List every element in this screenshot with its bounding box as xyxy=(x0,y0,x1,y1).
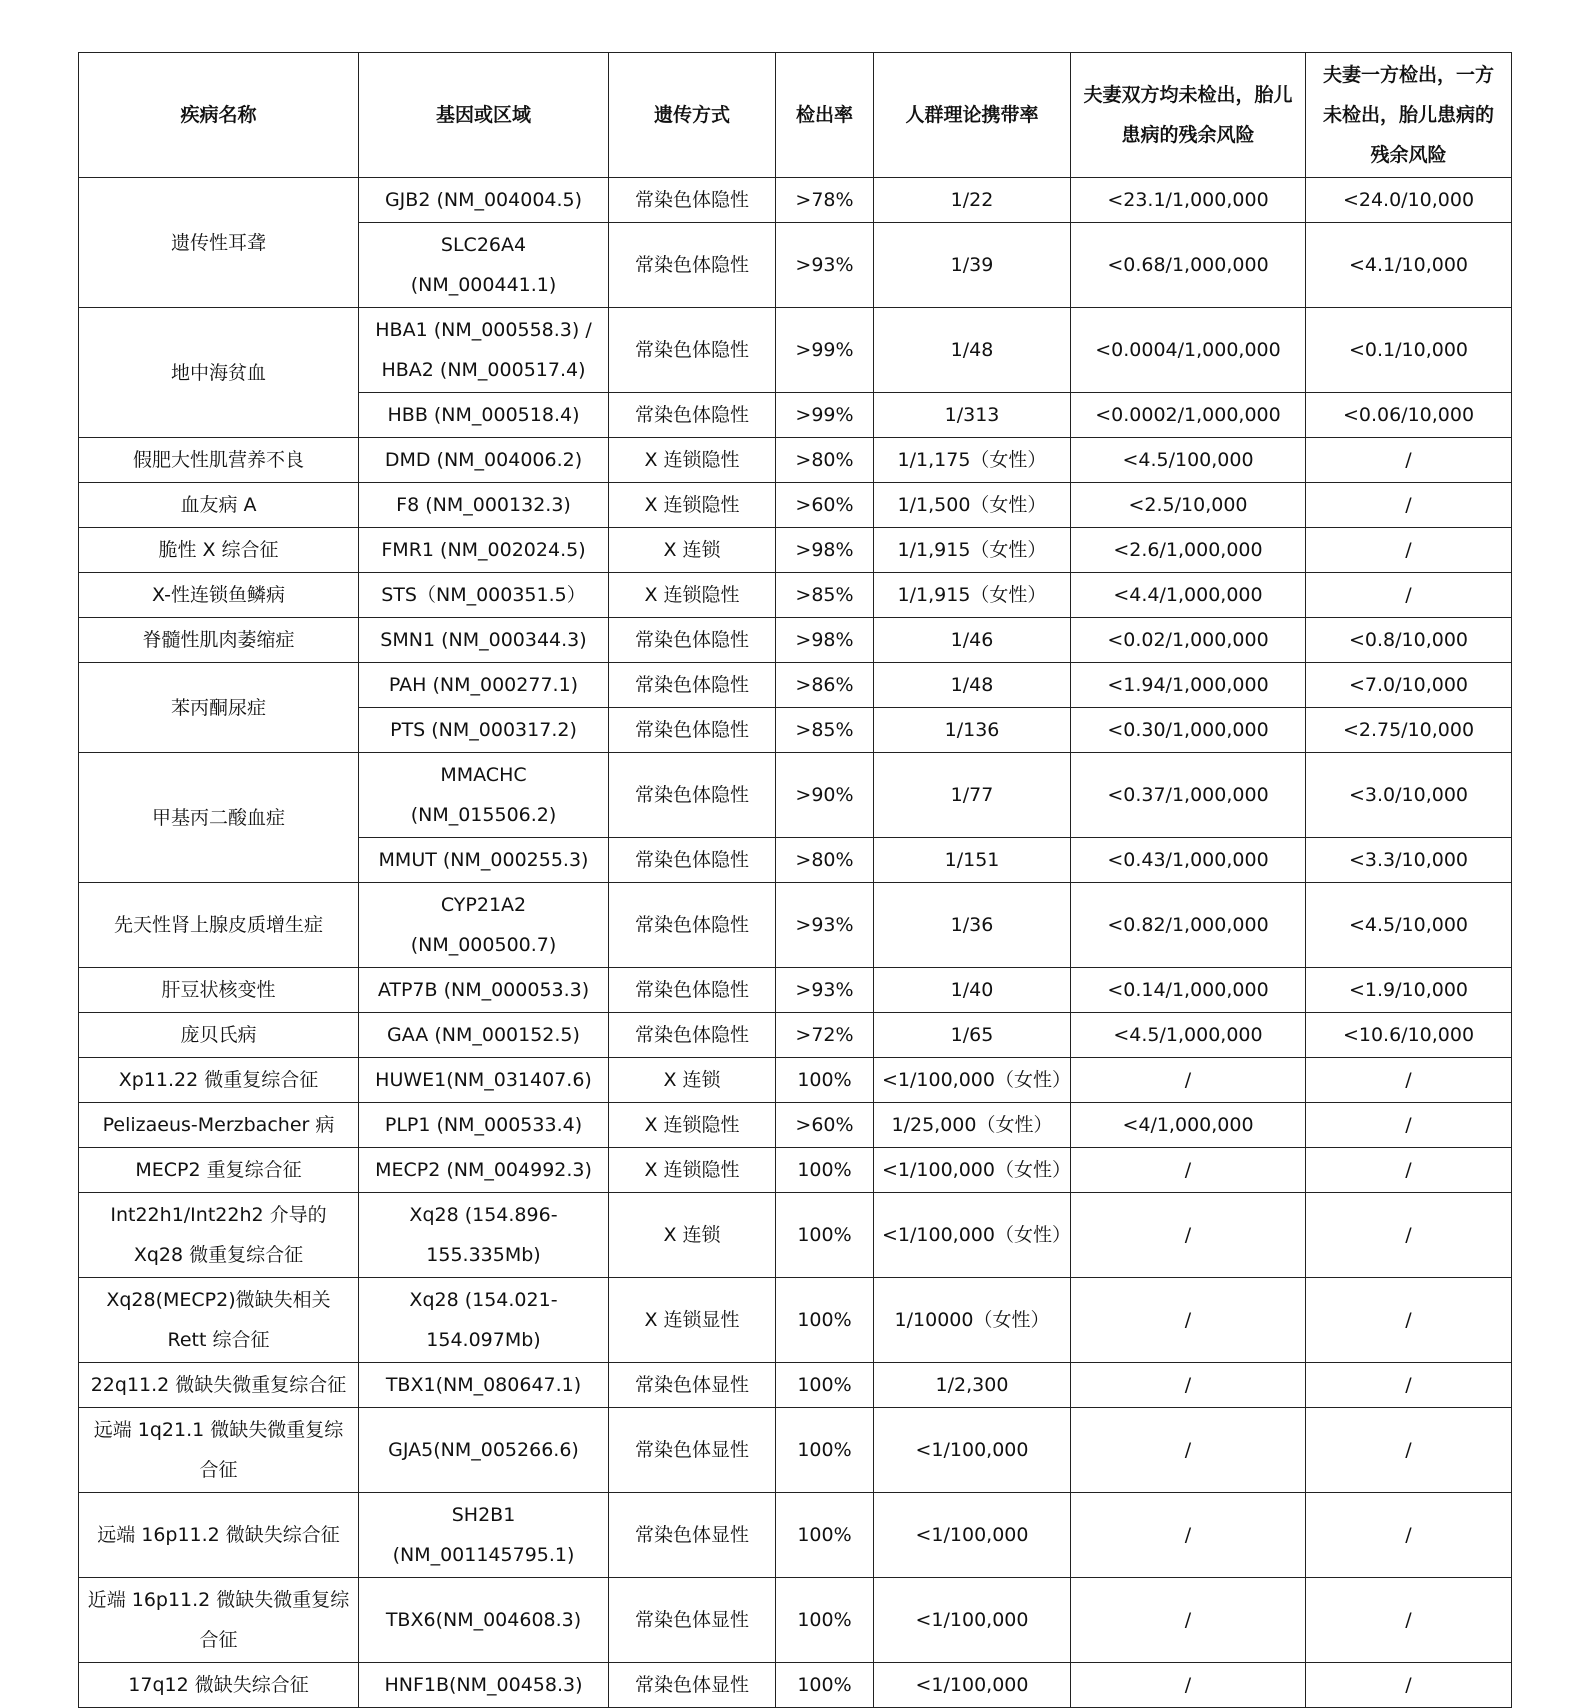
residual-risk-both-cell: <0.0002/1,000,000 xyxy=(1071,393,1306,438)
inheritance-cell: X 连锁 xyxy=(609,1058,776,1103)
gene-cell: HBA1 (NM_000558.3) / HBA2 (NM_000517.4) xyxy=(359,308,609,393)
carrier-rate-cell: 1/1,915（女性） xyxy=(874,573,1071,618)
residual-risk-one-cell: / xyxy=(1306,1408,1512,1493)
carrier-rate-cell: <1/100,000 xyxy=(874,1493,1071,1578)
residual-risk-both-cell: <1.94/1,000,000 xyxy=(1071,663,1306,708)
residual-risk-one-cell: <2.75/10,000 xyxy=(1306,708,1512,753)
residual-risk-one-cell: <3.3/10,000 xyxy=(1306,838,1512,883)
inheritance-cell: 常染色体隐性 xyxy=(609,618,776,663)
carrier-rate-cell: 1/2,300 xyxy=(874,1363,1071,1408)
residual-risk-one-cell: <7.0/10,000 xyxy=(1306,663,1512,708)
table-row xyxy=(79,1408,1512,1493)
gene-cell: GJA5(NM_005266.6) xyxy=(359,1408,609,1493)
disease-name-cell: 假肥大性肌营养不良 xyxy=(79,438,359,483)
residual-risk-both-cell: <0.0004/1,000,000 xyxy=(1071,308,1306,393)
residual-risk-one-cell: / xyxy=(1306,438,1512,483)
carrier-rate-cell: 1/36 xyxy=(874,883,1071,968)
carrier-rate-cell: <1/100,000（女性） xyxy=(874,1193,1071,1278)
table-row xyxy=(79,528,1512,573)
inheritance-cell: X 连锁 xyxy=(609,528,776,573)
inheritance-cell: 常染色体隐性 xyxy=(609,753,776,838)
detection-rate-cell: 100% xyxy=(776,1408,874,1493)
residual-risk-both-cell: <4/1,000,000 xyxy=(1071,1103,1306,1148)
carrier-rate-cell: <1/100,000 xyxy=(874,1578,1071,1663)
gene-cell: PAH (NM_000277.1) xyxy=(359,663,609,708)
table-row xyxy=(79,438,1512,483)
detection-rate-cell: >98% xyxy=(776,528,874,573)
detection-rate-cell: 100% xyxy=(776,1278,874,1363)
carrier-rate-cell: 1/22 xyxy=(874,178,1071,223)
detection-rate-cell: >60% xyxy=(776,1103,874,1148)
disease-name-cell: X-性连锁鱼鳞病 xyxy=(79,573,359,618)
table-row xyxy=(79,1013,1512,1058)
table-row xyxy=(79,1058,1512,1103)
gene-cell: MMACHC (NM_015506.2) xyxy=(359,753,609,838)
inheritance-cell: 常染色体隐性 xyxy=(609,663,776,708)
detection-rate-cell: >99% xyxy=(776,308,874,393)
gene-cell: MECP2 (NM_004992.3) xyxy=(359,1148,609,1193)
residual-risk-one-cell: <0.8/10,000 xyxy=(1306,618,1512,663)
residual-risk-both-cell: <0.37/1,000,000 xyxy=(1071,753,1306,838)
inheritance-cell: X 连锁隐性 xyxy=(609,573,776,618)
detection-rate-cell: >93% xyxy=(776,968,874,1013)
disease-name-cell: 肝豆状核变性 xyxy=(79,968,359,1013)
residual-risk-both-cell: <0.43/1,000,000 xyxy=(1071,838,1306,883)
disease-name-cell: 17q12 微缺失综合征 xyxy=(79,1663,359,1708)
detection-rate-cell: 100% xyxy=(776,1493,874,1578)
carrier-rate-cell: 1/1,175（女性） xyxy=(874,438,1071,483)
gene-cell: SH2B1 (NM_001145795.1) xyxy=(359,1493,609,1578)
disease-name-cell: 近端 16p11.2 微缺失微重复综合征 xyxy=(79,1578,359,1663)
detection-rate-cell: >93% xyxy=(776,883,874,968)
residual-risk-both-cell: / xyxy=(1071,1058,1306,1103)
carrier-rate-cell: <1/100,000 xyxy=(874,1663,1071,1708)
residual-risk-one-cell: <4.1/10,000 xyxy=(1306,223,1512,308)
carrier-rate-cell: 1/313 xyxy=(874,393,1071,438)
residual-risk-one-cell: / xyxy=(1306,1278,1512,1363)
inheritance-cell: 常染色体隐性 xyxy=(609,883,776,968)
detection-rate-cell: >85% xyxy=(776,573,874,618)
gene-cell: HUWE1(NM_031407.6) xyxy=(359,1058,609,1103)
residual-risk-one-cell: / xyxy=(1306,1193,1512,1278)
carrier-rate-cell: 1/65 xyxy=(874,1013,1071,1058)
disease-name-cell: 遗传性耳聋 xyxy=(79,178,359,308)
carrier-rate-cell: 1/1,915（女性） xyxy=(874,528,1071,573)
carrier-rate-cell: <1/100,000（女性） xyxy=(874,1058,1071,1103)
table-row xyxy=(79,1278,1512,1363)
carrier-rate-cell: 1/1,500（女性） xyxy=(874,483,1071,528)
residual-risk-one-cell: <1.9/10,000 xyxy=(1306,968,1512,1013)
residual-risk-one-cell: / xyxy=(1306,1663,1512,1708)
residual-risk-one-cell: / xyxy=(1306,1493,1512,1578)
residual-risk-both-cell: <4.5/100,000 xyxy=(1071,438,1306,483)
residual-risk-one-cell: / xyxy=(1306,1363,1512,1408)
disease-name-cell: Xq28(MECP2)微缺失相关 Rett 综合征 xyxy=(79,1278,359,1363)
detection-rate-cell: >72% xyxy=(776,1013,874,1058)
detection-rate-cell: >93% xyxy=(776,223,874,308)
inheritance-cell: 常染色体隐性 xyxy=(609,178,776,223)
residual-risk-both-cell: / xyxy=(1071,1278,1306,1363)
header-rate: 检出率 xyxy=(776,53,874,178)
table-row xyxy=(79,618,1512,663)
table-row xyxy=(79,483,1512,528)
detection-rate-cell: 100% xyxy=(776,1663,874,1708)
header-risk-both: 夫妻双方均未检出，胎儿患病的残余风险 xyxy=(1071,53,1306,178)
carrier-rate-cell: 1/39 xyxy=(874,223,1071,308)
disease-name-cell: 庞贝氏病 xyxy=(79,1013,359,1058)
carrier-rate-cell: 1/10000（女性） xyxy=(874,1278,1071,1363)
carrier-rate-cell: 1/40 xyxy=(874,968,1071,1013)
table-row xyxy=(79,663,1512,708)
detection-rate-cell: >60% xyxy=(776,483,874,528)
disease-name-cell: 远端 1q21.1 微缺失微重复综合征 xyxy=(79,1408,359,1493)
detection-rate-cell: >86% xyxy=(776,663,874,708)
inheritance-cell: 常染色体隐性 xyxy=(609,223,776,308)
residual-risk-both-cell: <0.68/1,000,000 xyxy=(1071,223,1306,308)
disease-name-cell: 远端 16p11.2 微缺失综合征 xyxy=(79,1493,359,1578)
carrier-rate-cell: 1/25,000（女性） xyxy=(874,1103,1071,1148)
residual-risk-both-cell: / xyxy=(1071,1663,1306,1708)
gene-cell: ATP7B (NM_000053.3) xyxy=(359,968,609,1013)
residual-risk-both-cell: / xyxy=(1071,1363,1306,1408)
table-row xyxy=(79,308,1512,393)
residual-risk-both-cell: <23.1/1,000,000 xyxy=(1071,178,1306,223)
residual-risk-both-cell: / xyxy=(1071,1408,1306,1493)
gene-cell: PTS (NM_000317.2) xyxy=(359,708,609,753)
residual-risk-one-cell: <10.6/10,000 xyxy=(1306,1013,1512,1058)
residual-risk-one-cell: <0.1/10,000 xyxy=(1306,308,1512,393)
gene-cell: GAA (NM_000152.5) xyxy=(359,1013,609,1058)
table-row xyxy=(79,1193,1512,1278)
gene-cell: F8 (NM_000132.3) xyxy=(359,483,609,528)
residual-risk-one-cell: <4.5/10,000 xyxy=(1306,883,1512,968)
inheritance-cell: X 连锁隐性 xyxy=(609,438,776,483)
inheritance-cell: X 连锁隐性 xyxy=(609,483,776,528)
carrier-rate-cell: 1/136 xyxy=(874,708,1071,753)
inheritance-cell: 常染色体显性 xyxy=(609,1493,776,1578)
detection-rate-cell: 100% xyxy=(776,1148,874,1193)
residual-risk-both-cell: <4.5/1,000,000 xyxy=(1071,1013,1306,1058)
carrier-rate-cell: 1/48 xyxy=(874,308,1071,393)
inheritance-cell: 常染色体显性 xyxy=(609,1663,776,1708)
gene-cell: TBX1(NM_080647.1) xyxy=(359,1363,609,1408)
detection-rate-cell: >85% xyxy=(776,708,874,753)
residual-risk-one-cell: / xyxy=(1306,1578,1512,1663)
gene-cell: GJB2 (NM_004004.5) xyxy=(359,178,609,223)
inheritance-cell: X 连锁隐性 xyxy=(609,1103,776,1148)
header-mode: 遗传方式 xyxy=(609,53,776,178)
header-disease: 疾病名称 xyxy=(79,53,359,178)
residual-risk-both-cell: <4.4/1,000,000 xyxy=(1071,573,1306,618)
residual-risk-one-cell: / xyxy=(1306,483,1512,528)
table-row xyxy=(79,1578,1512,1663)
table-row xyxy=(79,883,1512,968)
disease-name-cell: 脊髓性肌肉萎缩症 xyxy=(79,618,359,663)
table-row xyxy=(79,1663,1512,1708)
carrier-rate-cell: 1/48 xyxy=(874,663,1071,708)
gene-cell: HBB (NM_000518.4) xyxy=(359,393,609,438)
disease-name-cell: 地中海贫血 xyxy=(79,308,359,438)
detection-rate-cell: 100% xyxy=(776,1193,874,1278)
detection-rate-cell: >90% xyxy=(776,753,874,838)
residual-risk-one-cell: / xyxy=(1306,1058,1512,1103)
inheritance-cell: 常染色体隐性 xyxy=(609,838,776,883)
detection-rate-cell: >99% xyxy=(776,393,874,438)
residual-risk-one-cell: / xyxy=(1306,528,1512,573)
gene-cell: Xq28 (154.021-154.097Mb) xyxy=(359,1278,609,1363)
table-row xyxy=(79,573,1512,618)
gene-cell: Xq28 (154.896-155.335Mb) xyxy=(359,1193,609,1278)
gene-cell: HNF1B(NM_00458.3) xyxy=(359,1663,609,1708)
inheritance-cell: X 连锁显性 xyxy=(609,1278,776,1363)
residual-risk-both-cell: / xyxy=(1071,1148,1306,1193)
carrier-rate-cell: <1/100,000（女性） xyxy=(874,1148,1071,1193)
header-risk-one: 夫妻一方检出，一方未检出，胎儿患病的残余风险 xyxy=(1306,53,1512,178)
residual-risk-both-cell: <2.5/10,000 xyxy=(1071,483,1306,528)
disease-name-cell: 苯丙酮尿症 xyxy=(79,663,359,753)
residual-risk-one-cell: / xyxy=(1306,1103,1512,1148)
carrier-rate-cell: 1/46 xyxy=(874,618,1071,663)
gene-cell: CYP21A2 (NM_000500.7) xyxy=(359,883,609,968)
table-body xyxy=(79,178,1512,1708)
detection-rate-cell: >80% xyxy=(776,838,874,883)
disease-name-cell: 脆性 X 综合征 xyxy=(79,528,359,573)
inheritance-cell: 常染色体隐性 xyxy=(609,308,776,393)
inheritance-cell: 常染色体隐性 xyxy=(609,1013,776,1058)
inheritance-cell: X 连锁 xyxy=(609,1193,776,1278)
residual-risk-both-cell: / xyxy=(1071,1578,1306,1663)
disease-name-cell: 甲基丙二酸血症 xyxy=(79,753,359,883)
residual-risk-both-cell: <0.14/1,000,000 xyxy=(1071,968,1306,1013)
residual-risk-both-cell: / xyxy=(1071,1193,1306,1278)
table-row xyxy=(79,1363,1512,1408)
disease-name-cell: 血友病 A xyxy=(79,483,359,528)
gene-cell: SLC26A4 (NM_000441.1) xyxy=(359,223,609,308)
table-row xyxy=(79,753,1512,838)
gene-cell: DMD (NM_004006.2) xyxy=(359,438,609,483)
residual-risk-both-cell: <0.82/1,000,000 xyxy=(1071,883,1306,968)
table-row xyxy=(79,1103,1512,1148)
inheritance-cell: 常染色体显性 xyxy=(609,1408,776,1493)
carrier-rate-cell: <1/100,000 xyxy=(874,1408,1071,1493)
header-row xyxy=(79,53,1512,178)
table-row xyxy=(79,968,1512,1013)
gene-cell: STS（NM_000351.5） xyxy=(359,573,609,618)
residual-risk-one-cell: / xyxy=(1306,1148,1512,1193)
detection-rate-cell: >98% xyxy=(776,618,874,663)
residual-risk-both-cell: / xyxy=(1071,1493,1306,1578)
inheritance-cell: 常染色体隐性 xyxy=(609,393,776,438)
detection-rate-cell: >80% xyxy=(776,438,874,483)
residual-risk-both-cell: <2.6/1,000,000 xyxy=(1071,528,1306,573)
gene-cell: SMN1 (NM_000344.3) xyxy=(359,618,609,663)
carrier-screening-table xyxy=(78,52,1512,1708)
table-row xyxy=(79,1493,1512,1578)
gene-cell: TBX6(NM_004608.3) xyxy=(359,1578,609,1663)
disease-name-cell: 先天性肾上腺皮质增生症 xyxy=(79,883,359,968)
detection-rate-cell: 100% xyxy=(776,1058,874,1103)
header-gene: 基因或区域 xyxy=(359,53,609,178)
residual-risk-one-cell: / xyxy=(1306,573,1512,618)
disease-name-cell: Xp11.22 微重复综合征 xyxy=(79,1058,359,1103)
gene-cell: FMR1 (NM_002024.5) xyxy=(359,528,609,573)
detection-rate-cell: 100% xyxy=(776,1578,874,1663)
disease-name-cell: MECP2 重复综合征 xyxy=(79,1148,359,1193)
disease-name-cell: Int22h1/Int22h2 介导的 Xq28 微重复综合征 xyxy=(79,1193,359,1278)
gene-cell: MMUT (NM_000255.3) xyxy=(359,838,609,883)
residual-risk-one-cell: <24.0/10,000 xyxy=(1306,178,1512,223)
detection-rate-cell: 100% xyxy=(776,1363,874,1408)
inheritance-cell: X 连锁隐性 xyxy=(609,1148,776,1193)
inheritance-cell: 常染色体隐性 xyxy=(609,968,776,1013)
residual-risk-both-cell: <0.02/1,000,000 xyxy=(1071,618,1306,663)
inheritance-cell: 常染色体显性 xyxy=(609,1578,776,1663)
inheritance-cell: 常染色体显性 xyxy=(609,1363,776,1408)
table-row xyxy=(79,1148,1512,1193)
carrier-rate-cell: 1/151 xyxy=(874,838,1071,883)
gene-cell: PLP1 (NM_000533.4) xyxy=(359,1103,609,1148)
header-carrier: 人群理论携带率 xyxy=(874,53,1071,178)
detection-rate-cell: >78% xyxy=(776,178,874,223)
inheritance-cell: 常染色体隐性 xyxy=(609,708,776,753)
residual-risk-both-cell: <0.30/1,000,000 xyxy=(1071,708,1306,753)
disease-name-cell: 22q11.2 微缺失微重复综合征 xyxy=(79,1363,359,1408)
carrier-rate-cell: 1/77 xyxy=(874,753,1071,838)
table-row xyxy=(79,178,1512,223)
residual-risk-one-cell: <3.0/10,000 xyxy=(1306,753,1512,838)
residual-risk-one-cell: <0.06/10,000 xyxy=(1306,393,1512,438)
disease-name-cell: Pelizaeus-Merzbacher 病 xyxy=(79,1103,359,1148)
